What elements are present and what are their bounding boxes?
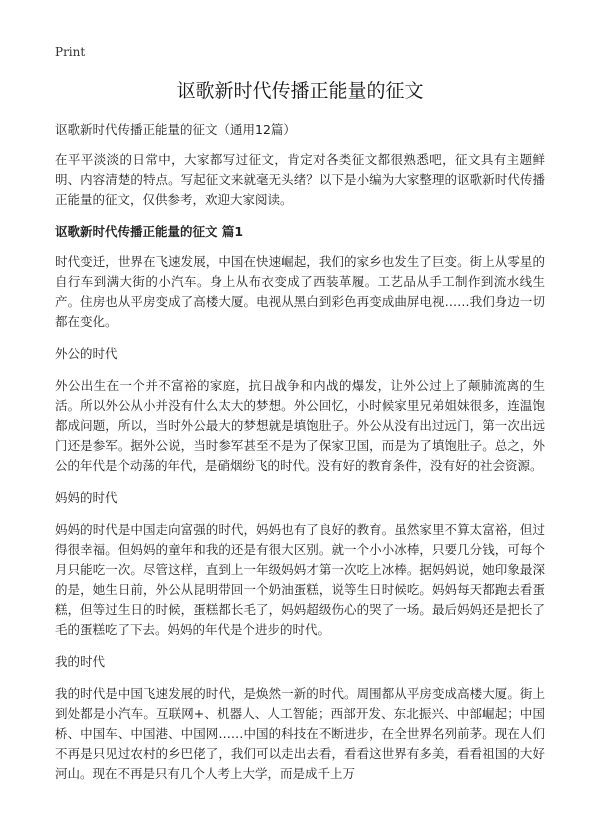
article-subtitle: 讴歌新时代传播正能量的征文（通用12篇）	[55, 122, 296, 137]
article-body	[55, 120, 545, 794]
my-era-heading: 我的时代	[55, 654, 106, 669]
mom-era-paragraph: 妈妈的时代是中国走向富强的时代，妈妈也有了良好的教育。虽然家里不算太富裕，但过得很幸福。但妈妈的童年和我的还是有很大区别。就一个小小冰棒，只要几分钱，可每个月只能吃一次。尽管这样，直到上一年级妈妈才第一次吃上冰棒。据妈妈说，她印象最深的是，她生日前，外公从昆明带回一个奶油蛋糕，说等生日时候吃。妈妈每天都跑去看蛋糕，但等过生日的时候，蛋糕都长毛了，妈妈超级伤心的哭了一场。最后妈妈还是把长了毛的蛋糕吃了下去。妈妈的年代是个进步的时代。	[55, 522, 545, 637]
section1-paragraph: 时代变迁，世界在飞速发展，中国在快速崛起，我们的家乡也发生了巨变。街上从零星的自行车到满大街的小汽车。身上从布衣变成了西装革履。工艺品从手工制作到流水线生产。住房也从平房变成了高楼大厦。电视从黑白到彩色再变成曲屏电视……我们身边一切都在变化。	[55, 254, 545, 329]
grandpa-era-paragraph: 外公出生在一个并不富裕的家庭，抗日战争和内战的爆发，让外公过上了颠肺流离的生活。所以外公从小并没有什么太大的梦想。外公回忆，小时候家里兄弟姐妹很多，连温饱都成问题，所以，当时外公最大的梦想就是填饱肚子。外公从没有出过远门，第一次出远门还是参军。据外公说，当时参军甚至不是为了保家卫国，而是为了填饱肚子。总之，外公的年代是个动荡的年代，是硝烟纷飞的时代。没有好的教育条件，没有好的社会资源。	[55, 378, 545, 473]
print-link[interactable]: Print	[55, 45, 86, 59]
grandpa-era-heading: 外公的时代	[55, 346, 118, 361]
intro-paragraph: 在平平淡淡的日常中，大家都写过征文，肯定对各类征文都很熟悉吧，征文具有主题鲜明、内容清楚的特点。写起征文来就毫无头绪？以下是小编为大家整理的讴歌新时代传播正能量的征文，仅供参考，欢迎大家阅读。	[55, 152, 545, 207]
section-heading-1: 讴歌新时代传播正能量的征文 篇1	[55, 224, 244, 239]
mom-era-heading: 妈妈的时代	[55, 490, 118, 505]
my-era-paragraph: 我的时代是中国飞速发展的时代，是焕然一新的时代。周围都从平房变成高楼大厦。街上到处都是小汽车。互联网+、机器人、人工智能；西部开发、东北振兴、中部崛起；中国桥、中国车、中国港、中国网……中国的科技在不断进步，在全世界名列前茅。现在人们不再是只见过农村的乡巴佬了，我们可以走出去看，看看这世界有多美，看看祖国的大好河山。现在不再是只有几个人考上大学，而是成千上万	[55, 686, 545, 781]
page-title: 讴歌新时代传播正能量的征文	[176, 80, 424, 102]
